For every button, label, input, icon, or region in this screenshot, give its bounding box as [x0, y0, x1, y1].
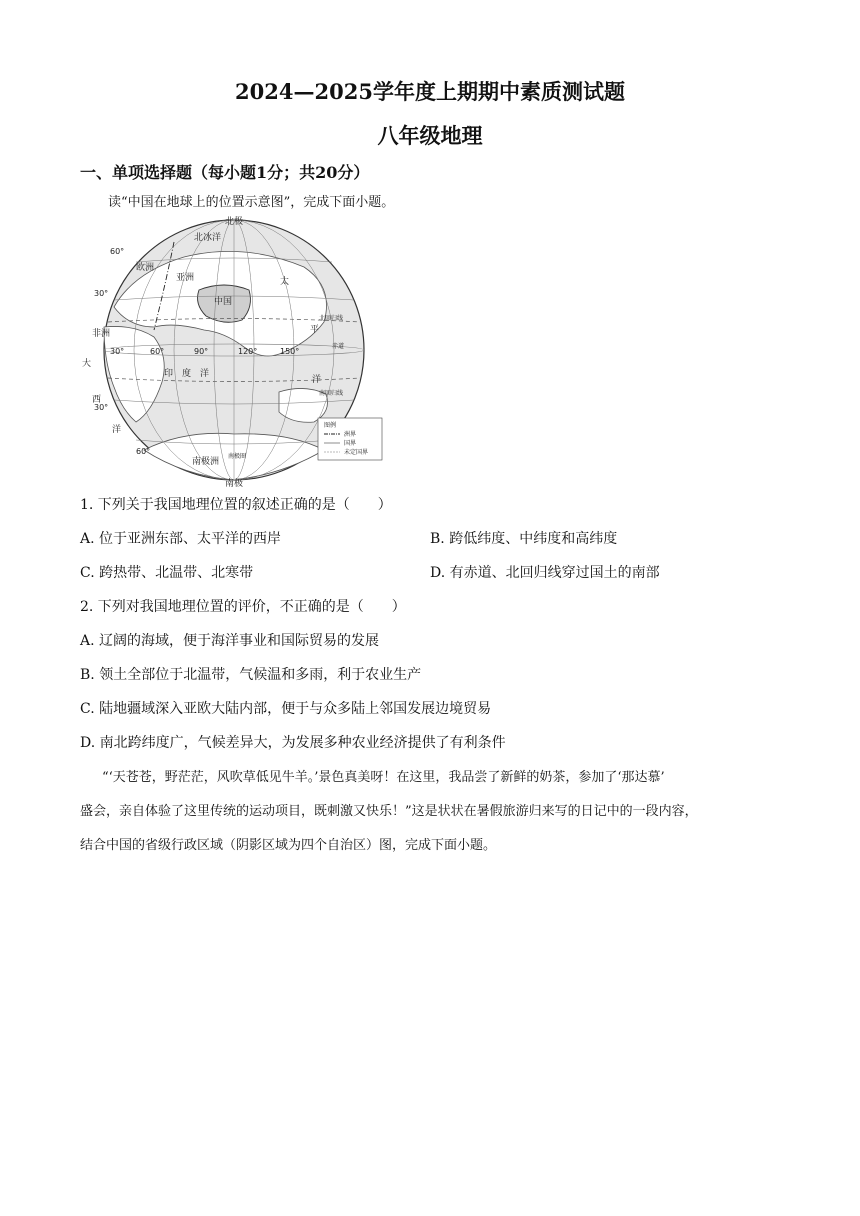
- question-1-option-d: D. 有赤道、北回归线穿过国土的南部: [430, 565, 660, 581]
- lon-label-30: 30°: [110, 347, 125, 356]
- europe-label: 欧洲: [136, 263, 155, 273]
- pacific-label-3: 洋: [312, 375, 322, 385]
- equator-label: 赤道: [332, 343, 345, 350]
- lat-label-30n: 30°: [94, 289, 109, 298]
- globe-map: [74, 212, 394, 488]
- question-1-option-a: A. 位于亚洲东部、太平洋的西岸: [80, 531, 282, 547]
- lat-label-60s: 60°: [136, 447, 151, 456]
- map-legend: [318, 418, 382, 460]
- intro-text: 读“中国在地球上的位置示意图”，完成下面小题。: [108, 195, 395, 210]
- tropic-north-label: 北回归线: [319, 315, 344, 322]
- lon-label-60: 60°: [150, 347, 165, 356]
- atlantic-label-2: 西: [92, 395, 102, 405]
- tropic-south-label: 南回归线: [319, 390, 344, 397]
- lon-label-90: 90°: [194, 347, 209, 356]
- indian-ocean-label: 印 度 洋: [164, 369, 210, 379]
- exam-subject: 八年级地理: [377, 123, 483, 148]
- pacific-label-1: 太: [280, 277, 290, 287]
- lon-label-120: 120°: [238, 347, 258, 356]
- lon-label-150: 150°: [280, 347, 300, 356]
- question-2-option-b: B. 领土全部位于北温带，气候温和多雨，利于农业生产: [80, 667, 422, 683]
- legend-item-continent-boundary: 洲界: [344, 431, 357, 438]
- lat-label-30s: 30°: [94, 403, 109, 412]
- exam-title: 2024—2025学年度上期期中素质测试题: [235, 79, 625, 104]
- question-1-stem: 1. 下列关于我国地理位置的叙述正确的是（ ）: [80, 497, 392, 513]
- question-2-option-c: C. 陆地疆域深入亚欧大陆内部，便于与众多陆上邻国发展边境贸易: [80, 701, 492, 717]
- north-pole-label: 北极: [224, 217, 244, 227]
- passage-line-3: 结合中国的省级行政区域（阴影区域为四个自治区）图，完成下面小题。: [80, 838, 497, 853]
- south-pole-label: 南极: [224, 479, 244, 488]
- legend-title: 图例: [324, 422, 337, 429]
- africa-label: 非洲: [92, 329, 111, 339]
- lat-label-60n: 60°: [110, 247, 125, 256]
- arctic-ocean-label: 北冰洋: [194, 233, 222, 243]
- legend-item-national-boundary: 国界: [344, 440, 357, 447]
- passage-line-1: “‘天苍苍，野茫茫，风吹草低见牛羊。’景色真美呀！在这里，我品尝了新鲜的奶茶，参加了‘那达慕’: [102, 770, 665, 785]
- asia-label: 亚洲: [176, 273, 195, 283]
- pacific-label-2: 平: [310, 325, 320, 335]
- china-label: 中国: [214, 297, 233, 307]
- question-1-option-b: B. 跨低纬度、中纬度和高纬度: [430, 531, 618, 547]
- passage-line-2: 盛会，亲自体验了这里传统的运动项目，既刺激又快乐！”这是状状在暑假旅游归来写的日记中的一段内容，: [80, 804, 698, 819]
- question-2-stem: 2. 下列对我国地理位置的评价，不正确的是（ ）: [80, 599, 406, 615]
- question-1-option-c: C. 跨热带、北温带、北寒带: [80, 565, 254, 581]
- legend-item-undetermined-boundary: 未定国界: [344, 449, 369, 456]
- question-2-option-a: A. 辽阔的海域，便于海洋事业和国际贸易的发展: [80, 633, 380, 649]
- antarctic-circle-label: 南极圈: [228, 453, 247, 460]
- antarctica-label: 南极洲: [192, 457, 220, 467]
- atlantic-label-1: 大: [82, 359, 92, 369]
- atlantic-label-3: 洋: [112, 425, 122, 435]
- section-heading: 一、单项选择题（每小题1分；共20分）: [80, 163, 370, 182]
- question-2-option-d: D. 南北跨纬度广，气候差异大，为发展多种农业经济提供了有利条件: [80, 735, 506, 751]
